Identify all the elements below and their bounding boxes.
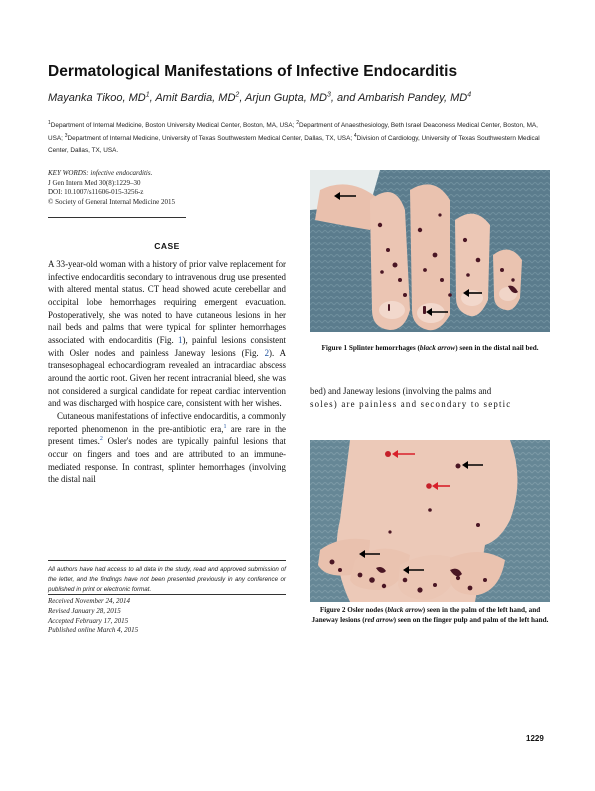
fig2-link[interactable]: 2 xyxy=(264,347,269,358)
palm-illustration xyxy=(310,440,550,602)
authors-text: Mayanka Tikoo, $MD^1$, Amit Bardia, $MD^2$, Arjun Gupta, $MD^3$, and Ambarish Pandey, $MD^4$ xyxy=(48,91,472,104)
section-heading: CASE xyxy=(154,241,180,251)
case-paragraph-2 xyxy=(48,410,286,486)
published-date: Published online March 4, 2015 xyxy=(48,626,139,635)
doi: DOI: 10.1007/s11606-015-3256-z xyxy=(48,188,144,197)
figure-2-text-b: ) seen in the palm of the left hand, and Janeway lesions ( xyxy=(311,606,541,624)
figure-2-label: Figure 2 xyxy=(319,606,346,614)
ref1-link[interactable]: 1 xyxy=(223,423,227,430)
para2-part-c: Osler's nodes are typically painful lesions that occur on fingers and toes and are attributed to an immune-mediated response. In contrast, splinter hemorrhages (involving the distal nail xyxy=(48,436,286,485)
figure-2-emphasis-1: black arrow xyxy=(387,606,423,614)
figure-1-label: Figure 1 xyxy=(321,344,348,352)
para1-part-a: A 33-year-old woman with a history of prior valve replacement for infective endocarditis secondary to intravenous drug use presented with altered mental status. CT head showed acute cerebellar and occipital lobe hemorrhages requiring emergent evacuation. Postoperatively, she was noted to have cutaneous lesions in her nail beds and palms that were typical for splinter hemorrhages associated with endocarditis (Fig. xyxy=(48,259,286,345)
para2-part-a: Cutaneous manifestations of infective endocarditis, a commonly reported phenomenon in the pre-antibiotic era, xyxy=(48,410,286,434)
ref2-link[interactable]: 2 xyxy=(99,436,103,443)
right-line-2: soles) are painless and secondary to septic xyxy=(310,398,512,409)
figure-2-caption xyxy=(306,606,554,625)
figure-1-caption xyxy=(310,344,550,354)
copyright: © Society of General Internal Medicine 2015 xyxy=(48,197,175,206)
figure-2-text-c: ) seen on the finger pulp and palm of the left hand. xyxy=(393,615,549,624)
figure-1-emphasis: black arrow xyxy=(419,344,456,352)
figure-1-image xyxy=(310,170,550,332)
article-dates xyxy=(48,597,286,636)
right-line-1: bed) and Janeway lesions (involving the palms and xyxy=(310,386,492,396)
accepted-date: Accepted February 17, 2015 xyxy=(48,616,129,625)
article-title: Dermatological Manifestations of Infective Endocarditis xyxy=(48,63,458,80)
affiliations: $^1$Department of Internal Medicine, Boston University Medical Center, Boston, MA, USA; $^2$Department of Anaesthesiology, Beth Israel Deaconess Medical Center, Boston, MA, USA; $^3$Department of Internal Medicine, University of Texas Southwestern Medical Center, Dallas, TX, USA; $^4$Division of Cardiology, University of Texas Southwestern Medical Center, Dallas, TX, USA. xyxy=(48,120,540,154)
case-body xyxy=(48,258,286,486)
page-number: 1229 xyxy=(526,734,544,743)
para2-part-b: are rare in the present times. xyxy=(48,423,286,447)
revised-date: Revised January 28, 2015 xyxy=(48,606,121,615)
para1-part-b: ), painful lesions consistent with Osler nodes and painless Janeway lesions (Fig. xyxy=(48,334,286,358)
received-date: Received November 24, 2014 xyxy=(48,597,131,605)
figure-2-image xyxy=(310,440,550,602)
disclaimer: All authors have had access to all data in the study, read and approved submission of the letter, and the findings have not been presented previously in any conference or published in print or electronic format. xyxy=(48,566,286,593)
fig1-link[interactable]: 1 xyxy=(178,334,183,345)
case-paragraph-1 xyxy=(48,258,286,410)
hand-nails-illustration xyxy=(310,170,550,332)
keywords: KEY WORDS: infective endocarditis. xyxy=(48,169,153,177)
figure-1-text-b: ) seen in the distal nail bed. xyxy=(455,344,539,352)
para1-part-c: ). A transesophageal echocardiogram revealed an intracardiac abscess around the aortic root. Given her recent intracranial bleed, she was not considered a surgical candidate for repeat cardiac intervention and was discharged with hospice care, consistent with her wishes. xyxy=(48,347,286,409)
author-list xyxy=(48,91,568,104)
footnote-divider xyxy=(48,560,286,561)
article-meta xyxy=(48,169,248,207)
dates-divider xyxy=(48,594,286,595)
journal-citation: J Gen Intern Med 30(8):1229–30 xyxy=(48,178,141,187)
meta-divider xyxy=(48,217,186,218)
figure-1-text-a: Splinter hemorrhages ( xyxy=(348,344,420,352)
figure-2-emphasis-2: red arrow xyxy=(364,615,394,624)
right-column-text xyxy=(310,385,550,410)
figure-2-text-a: Osler nodes ( xyxy=(347,606,388,614)
